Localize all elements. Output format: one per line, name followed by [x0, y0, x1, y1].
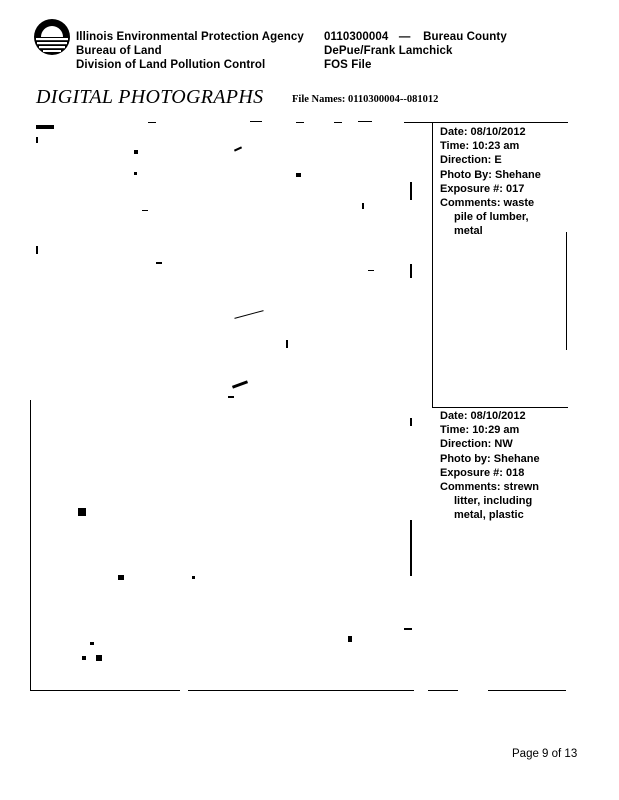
photo1-top-border — [432, 122, 568, 123]
file-type: FOS File — [324, 59, 372, 71]
agency-name: Illinois Environmental Protection Agency — [76, 31, 304, 43]
photo-speck — [228, 396, 234, 398]
site-id-line — [324, 30, 507, 44]
photo-speck — [232, 380, 248, 388]
photo1-comments-line2: pile of lumber, — [454, 211, 529, 224]
photo-speck — [362, 203, 364, 209]
bottom-border-3 — [428, 690, 458, 691]
file-names: File Names: 0110300004--081012 — [292, 94, 439, 105]
photo-speck — [410, 520, 412, 576]
photo1-direction: Direction: E — [440, 154, 502, 167]
photo1-photo-by: Photo By: Shehane — [440, 168, 541, 181]
photo2-direction: Direction: NW — [440, 438, 513, 451]
photo-speck — [404, 628, 412, 630]
photo1-top-dash — [334, 122, 342, 123]
site-name: DePue/Frank Lamchick — [324, 45, 453, 57]
photo1-metadata — [440, 125, 541, 239]
photo2-comments-line3: metal, plastic — [454, 509, 524, 522]
page-number: Page 9 of 13 — [512, 748, 578, 760]
page-title: DIGITAL PHOTOGRAPHS — [36, 86, 264, 108]
photo1-top-dash — [404, 122, 432, 123]
photo2-exposure: Exposure #: 018 — [440, 466, 525, 479]
photo-speck — [142, 210, 148, 211]
photo2-date: Date: 08/10/2012 — [440, 410, 526, 422]
site-id: 0110300004 — [324, 31, 389, 43]
photo1-comments: Comments: waste — [440, 197, 535, 210]
photo2-comments-line2: litter, including — [454, 495, 533, 508]
photo-speck — [296, 173, 301, 177]
photo1-top-dash — [250, 121, 262, 122]
photo1-exposure: Exposure #: 017 — [440, 182, 525, 195]
photo2-metadata — [440, 409, 540, 523]
bottom-border — [30, 690, 180, 691]
site-header — [324, 30, 507, 72]
bottom-border-2 — [188, 690, 414, 691]
photo-speck — [78, 508, 86, 516]
photo1-date: Date: 08/10/2012 — [440, 126, 526, 138]
county: Bureau County — [423, 31, 507, 43]
photo-speck — [192, 576, 195, 579]
photo1-comments-line3: metal — [454, 225, 483, 238]
iepa-logo-icon — [32, 17, 72, 57]
photo-speck — [234, 146, 242, 151]
photo1-right-border — [566, 232, 567, 350]
photo-divider-vertical — [432, 122, 433, 408]
photo-speck — [134, 150, 138, 154]
photo-speck — [90, 642, 94, 645]
division-name: Division of Land Pollution Control — [76, 59, 266, 71]
photo1-top-dash — [358, 121, 372, 122]
photo2-photo-by: Photo by: Shehane — [440, 452, 540, 465]
agency-header — [76, 30, 304, 72]
bottom-border-4 — [488, 690, 566, 691]
photo-speck — [410, 264, 412, 278]
photo-divider-horizontal — [432, 407, 568, 408]
photo-speck — [134, 172, 137, 175]
photo-speck — [36, 137, 38, 143]
photo1-top-dash — [148, 122, 156, 123]
photo-speck — [156, 262, 162, 264]
photo-speck — [410, 418, 412, 426]
photo-speck — [82, 656, 86, 660]
photo-speck — [234, 310, 263, 319]
photo2-time: Time: 10:29 am — [440, 424, 520, 437]
photo-speck — [286, 340, 288, 348]
photo1-time: Time: 10:23 am — [440, 140, 520, 153]
left-border — [30, 400, 31, 691]
photo-speck — [348, 636, 352, 642]
dash: — — [398, 31, 411, 43]
photo-speck — [36, 125, 54, 129]
photo-speck — [368, 270, 374, 271]
photo-speck — [96, 655, 102, 661]
bureau-name: Bureau of Land — [76, 45, 162, 57]
photo-speck — [118, 575, 124, 580]
photo-speck — [410, 182, 412, 200]
photo1-top-dash — [296, 122, 304, 123]
photo2-comments: Comments: strewn — [440, 481, 540, 494]
photo-speck — [36, 246, 38, 254]
